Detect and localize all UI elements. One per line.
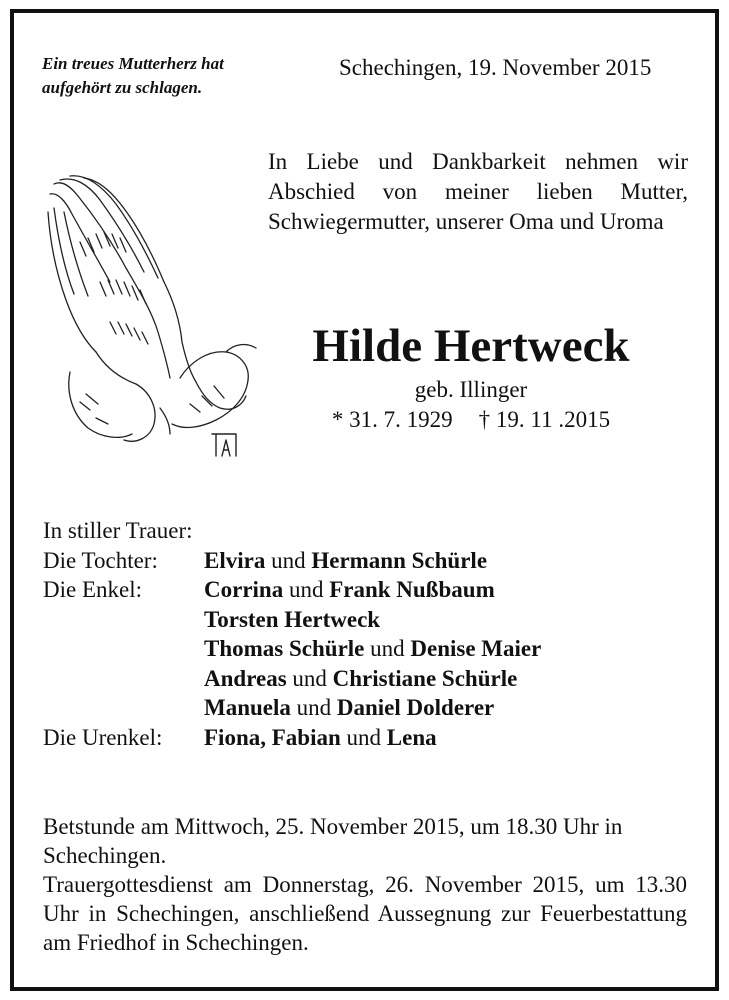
mourner-name: Lena (386, 724, 437, 750)
deceased-name: Hilde Hertweck (312, 320, 630, 372)
mourner-names (204, 634, 541, 664)
mourner-name: Denise Maier (410, 636, 542, 661)
mourner-names (204, 605, 380, 635)
mourner-name: Torsten Hertweck (204, 606, 381, 632)
mourner-name: Elvira (204, 547, 266, 573)
connector-text: und (290, 695, 337, 720)
mourner-row (43, 546, 541, 576)
mourner-name: Thomas Schürle (204, 636, 365, 661)
mourner-name: Frank Nußbaum (329, 577, 495, 602)
mourners-section (43, 516, 541, 752)
relation-label: Die Enkel: (43, 577, 142, 602)
place-date: Schechingen, 19. November 2015 (339, 55, 652, 80)
maiden-name: geb. Illinger (414, 377, 528, 402)
relation-label (43, 634, 204, 664)
mourner-names (204, 693, 494, 723)
durer-monogram-icon (212, 434, 236, 456)
funeral-service-text: Trauergottesdienst am Donnerstag, 26. November 2015, um 13.30 Uhr in Schechingen, anschließend Aussegnung zur Feuerbestattung am Friedhof in Schechingen. (43, 872, 687, 955)
mourners-heading: In stiller Trauer: (43, 518, 193, 543)
relation-label: Die Urenkel: (43, 724, 163, 750)
mourner-row (43, 664, 541, 694)
mourner-names (204, 546, 487, 576)
mourner-name: Fiona, Fabian (204, 724, 341, 750)
connector-text: und (265, 547, 312, 573)
birth-date: * 31. 7. 1929 (331, 407, 453, 432)
mourner-list (43, 546, 541, 753)
mourner-row (43, 575, 541, 605)
mourner-row (43, 693, 541, 723)
mourner-names (204, 575, 495, 605)
prayer-hour-text: Betstunde am Mittwoch, 25. November 2015, um 18.30 Uhr in Schechingen. (43, 814, 623, 868)
connector-text: und (364, 636, 411, 661)
connector-text: und (283, 577, 330, 602)
connector-text: und (340, 724, 387, 750)
mourner-row (43, 723, 541, 753)
relation-label (43, 605, 204, 635)
mourner-name: Daniel Dolderer (336, 695, 495, 720)
connector-text: und (286, 665, 333, 691)
mourner-row (43, 634, 541, 664)
relation-label: Die Tochter: (43, 547, 158, 573)
mourner-name: Christiane Schürle (332, 665, 518, 691)
mourner-names (204, 723, 437, 753)
motto (42, 52, 224, 100)
death-date: † 19. 11 .2015 (478, 407, 611, 432)
mourner-name: Corrina (204, 577, 284, 602)
service-info (43, 812, 687, 957)
relation-label (43, 693, 204, 723)
intro-text: In Liebe und Dankbarkeit nehmen wir Abschied von meiner lieben Mutter, Schwiegermutter, unserer Oma und Uroma (268, 149, 688, 234)
life-dates (256, 406, 686, 434)
mourner-name: Hermann Schürle (311, 547, 488, 573)
motto-line: Ein treues Mutterherz hat (42, 54, 224, 73)
mourner-name: Andreas (204, 665, 287, 691)
mourner-names (204, 664, 517, 694)
motto-line: aufgehört zu schlagen. (42, 78, 203, 97)
mourner-row (43, 605, 541, 635)
praying-hands-image (40, 172, 262, 462)
mourner-name: Manuela (204, 695, 291, 720)
relation-label (43, 664, 204, 694)
